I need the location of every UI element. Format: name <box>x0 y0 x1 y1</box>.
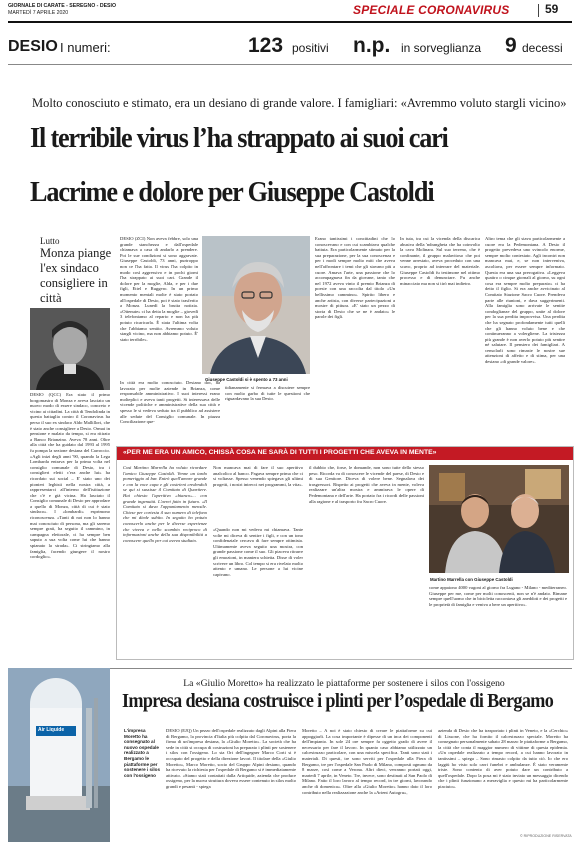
main-col-5: In tuta, tra cui la vicenda della discarica abusiva della 'ndrangheta che ha coinvolto la cava Molinara. Sul suo terreno, che è confinante, il gruppo malavitoso che poi venne arrestato, aveva proceduto con una scavo, proprio ad interrare del materiale. Giuseppe Castoldi fu testimone nel ottimo processo e di denunciare. Fu anche minacciato ma non si tirò mai indietro. <box>400 236 480 286</box>
main-col-4: Erano tantissimi i concittadini che lo conoscevano e con cui scambiava qualche battuta. Era particolarmente stimato per la sua preparazione, per la sua conoscenza e per i modi sempre molto miti che aveva nell'affrontare i temi che gli stavano più a cuore. Amava l'arte, una passione che lo accompagnava fin da giovane, tanto che nel 1972 aveva vinto il premio Brianza di poesie con una raccolta dal titolo «Un bellissimo cammino». Spirito libero e anche artista, con diverse partecipazioni a mostre di pittura. «E' stato un pezzo di storia di Desio che se ne è andato» le parole dei figli. <box>315 236 395 320</box>
page-number: 59 <box>545 2 559 16</box>
oxygen-col-1: DESIO (EJQ) Un pezzo dell'ospedale realizzato dagli Alpini alla Fiera di Bergamo, la provincia d'Italia più colpita dal Coronavirus, porta la firma di un'impresa desiana, la «Giulio Moretto». La società che ha sede in città si occupa di costruzioni ha preparato i plinti per sostenere i silos con l'ossigeno. Lo sta Ori dell'ingegner Marco Corti si è occupato del progetto e della direzione lavori. Il titolare della «Giulio Moretto», Marco Moretto, socio del Gruppo Alpini desiano, quando ha ricevuto la richiesta per l'ospedale di Bergamo si è immediatamente attivato. «Siamo stati contattati dalla Artiquide, azienda che produce ossigeno, per la nuova struttura doveva essere contenuto in silos molto grandi e pesanti - spiega <box>166 728 296 789</box>
page-divider <box>538 4 539 17</box>
section-title: SPECIALE CORONAVIRUS <box>353 3 510 17</box>
paper-name: GIORNALE DI CARATE - SEREGNO - DESIO <box>8 3 116 9</box>
side-article-text: DESIO (QCC) Era stato il primo borgomastro di Monza e aveva lasciato un nuovo modo di essere sindaco, concreto e vicino ai cittadini. La città di Tendolinda in questa battaglia contro il Coronavirus ha perso il suo ex sindaco Aldo Mallillori, che è stato anche consigliere a Desio. Ormai in pensione e malato da tempo, si era ritirato a Banco Brianzino. Aveva 78 anni. Oltre alla città che ha guidato dal 1993 al 1995 fu pompa la sezione desiana del Carroccio. «Agli inizi degli anni '90, quando la Lega Lombarda entrava per la prima volta nel consiglio comunale di Desio, tra i consiglieri eletti c'era anche lui» ha ricordato sui social – E' stato uno dei pionieri leghisti nella nostra città, a rappresentarci all'interno dell'istituzione che c'è e già vicina. Ha lasciato il Consiglio comunale di Desio per approdare a quello di Monza, città di cui è stato sindaco». I «lombardi» esprimono riconoscenza. «Tanti di noi non lo hanno mai conosciuto di persona, ma gli saremo sempre grati, ha seguito il cammino, in campagna elettorale, ci ha sempre ben saputo a sua volta come lui che hanno spianato la strada». Ci stringiamo alla famiglia, facendo giungere il nostro cordoglio». <box>30 392 110 560</box>
main-headline-2: Lacrime e dolore per Giuseppe Castoldi <box>30 177 434 208</box>
friend-col-3: «Quando non mi vedeva mi chiamava. Tante volte mi diceva di sentire i figli, e con un tono confidenziale cercava di fare sempre ottimista. Ultimamente aveva seguito una mostra, con grande passione come il suo. Gli piaceva ritrarre gli emozioni, in maniera schietta. Disse di voler scrivere un libro. Col tempo si era rivelato molto attento e umano. Le persone a lui vicine capivano. <box>213 527 303 577</box>
side-headline: Monza piange l'ex sindaco consigliere in città <box>40 246 112 305</box>
main-col-3: tidianamente si fermava a discutere sempre con molto garbo di tutte le questioni che riguardavano la sua Desio. <box>225 385 310 402</box>
paper-date: MARTEDÌ 7 APRILE 2020 <box>8 10 69 16</box>
deaths-value: 9 <box>505 34 517 57</box>
tank-brand-label: Air Liquide <box>38 727 65 733</box>
oxygen-col-3: azienda di Desio che ha trasportato i plinti in Veneto, e la «Cerchio» di Lissone, che ha fornito il calcestruzzo speciale. Moretto ha consegnato personalmente sabato 28 marzo le piattaforme a Bergamo, la città che conta il maggior numero di vittime di questa epidemia. «Un ospedale realizzato a tempo record, a cui hanno lavorato in tantissimi – spiega – Sono rimasto colpito da tutto ciò. Io che ero laggiù ho visto solo carri funebri e ambulanze. È stato veramente triste. Sono contento di aver potuto dare un contributo a quell'ospedale. Dopo la posa mi è stato inviato un messaggio dicendo che i plinti funzionano a meraviglia e questo mi ha particolarmente piaciuto». <box>438 728 568 789</box>
marrella-castoldi-photo <box>429 465 569 573</box>
oxygen-tank-photo <box>8 668 110 842</box>
friend-banner <box>117 447 573 460</box>
side-portrait-photo <box>30 308 110 390</box>
main-col-6: Altro tema che gli stava particolarmente a cuore era la Pedemontana. A Desio il progetto prevedeva uno svincolo enorme, sempre molto contestato. Agli incontri non mancava mai, e, se non interveniva, ascoltava, per essere sempre informato. Questa era una sua prerogativa. «Leggeva quattro o cinque giornali al giorno, su ogni cosa era sempre molto preparato» ci ha detto il figlio. Si era anche avvicinato al Comitato Stazione Sacro Cuore. Prendeva parte alle riunioni, e dava suggerimenti. Alla famiglia sono arrivate le sentite condoglianze del gruppo, unite al dolore per la sua perdita improvvisa. Una perdita che ha segnato profondamente tutti quelli che gli hanno voluto bene e che continueranno a volergliene. La tristezza più grande è non averlo potuto più sentire né salutare. Il pensiero dei famigliari. A censolarli sono rimaste le nostre sue attenzioni di affetto e di stima, per una desiano «di grande valore». <box>485 236 565 365</box>
friend-col-4: il dubbio che, forse, le domande, non sono tutte dello stesso peso. Ricorda va di conoscere le vicende del paese, di Desio e di sua Genitore. Diceva di volere bene. Segnalava dei trasgressori. Rispetto ai progetti che aveva in mente, voleva realizzare un'altra mostra e ammirava le opere di Pedemontana e dell'arte. Ha portato fra i ricordi delle passioni alla ragione e al trasporto fra Sacro Cuore. <box>309 465 424 504</box>
friend-col-2: Non mancava mai di fare il suo aperitivo analcolico al banco. Pagava sempre prima che ci si voltasse. Spesso venendo spiegava gli ultimi progetti, i nostri intrecci nei programmi, la vita». <box>213 465 303 487</box>
masthead <box>8 2 572 20</box>
numbers-label: I numeri: <box>60 40 111 55</box>
marrella-photo-caption: Martino Marrella con Giuseppe Castoldi <box>430 577 513 582</box>
masthead-rule <box>8 21 572 23</box>
main-headline-1: Il terribile virus l’ha strappato ai suoi cari <box>30 123 448 154</box>
friend-banner-text: «PER ME ERA UN AMICO, CHISSÀ COSA NE SARÀ DI TUTTI I PROGETTI CHE AVEVA IN MENTE» <box>123 449 437 456</box>
np-label: in sorveglianza <box>401 41 482 55</box>
positives-value: 123 <box>248 34 284 57</box>
main-col-1: DESIO (ZCI) Non aveva febbre, solo una grande stanchezza e dall'ospedale chiamava a casa di andarlo a prendere. Poi le sue condizioni si sono aggravate. Giuseppe Castoldi, 73 anni, purtroppo non ce l'ha fatta. Il virus l'ha colpito in modo così aggressivo e in pochi giorni l'ha strappato ai suoi cari. Grande il dolore per la moglie, Alda, e per i due figli, Ettel e Ruggero. In un primo momento mentali molte è stato portato all'ospedale di Desio, poi è stato trasferito a Monza. Lunedì la brutta notizia. «Ottenute» ci ha detta la moglie – giovedì 3 telefoniamo al reparto e non ha più potuto ricaricarla. È stata l'ultima volta che l'abbiamo sentito. Avremmo voluto stargli vicino, ma non abbiamo potuto. È' stato terribile». <box>120 236 198 342</box>
castoldi-portrait-photo <box>202 236 310 374</box>
deaths-label: decessi <box>522 41 563 55</box>
oxygen-photo-caption: L'impresa Moretto ha consegnato al nuovo ospedale realizzato a Bergamo le piattaforme per sostenere i silos con l'ossigeno <box>124 728 161 778</box>
oxygen-headline: Impresa desiana costruisce i plinti per l’ospedale di Bergamo <box>122 691 554 712</box>
main-kicker: Molto conosciuto e stimato, era un desiano di grande valore. I famigliari: «Avremmo voluto stargli vicino» <box>32 96 567 110</box>
friend-col-5: come appaiono 4000 vagoni al giorno fra Lugano - Milano - mediterraneo. Giuseppe per me, come per molti conoscenti, non se n'è andato. Rimane sempre quell'uomo che in bicicletta raccontava gli aneddoti e dei progetti e le proprietà di famiglia e veniva a bere un aperitivo». <box>429 585 567 607</box>
city-label: DESIO <box>8 38 58 55</box>
main-col-2: In città era molto conosciuto. Desiano doc, ha lavorato per molte aziende in Brianza, come responsabile amministrativo. I suoi interessi erano molteplici e aveva tanti progetti. Si interessava delle vicende politiche e amministrative della sua città e spesso le si vedeva seduto tra il pubblico ad assistere alle sedute del Consiglio comunale. In piazza Conciliazione que- <box>120 380 220 425</box>
numbers-bar <box>8 36 572 60</box>
side-kicker: Lutto <box>40 236 60 246</box>
np-value: n.p. <box>353 34 391 57</box>
oxygen-col-2: Moretto – A noi è stato chiesto di creare le piattaforme su cui appoggiarli. La cosa importante è dipesse di un inca dei componenti dell'impianto. In sole 24 ore sempre fa oggetto grado di avere il necessario per fare il lavoro. In quanto caso abbiamo utilizzato un calcestruzzo particolare, con una miscela specifica. Tanti sono stati i materiali. Di questi, tre sono serviti per l'ospedale alla Fiera di Bergamo, tre per l'ospedale San Paolo di Milano, composti ognuno da 8 marze, così come a Verona. Altri dieci, verranno portati oggi, martedì 7 aprile, in Veneto. Tre, invece, sono destinati al San Paolo di Milano. Fatto il loro lavoro al tempo record, in tre giorni, lavorando anche di domenica». Oltre alla «Giulio Moretto» hanno dato il loro contributo nella realizzazione anche la «Arient Autogru», <box>302 728 432 795</box>
numbers-rule <box>8 64 572 65</box>
positives-label: positivi <box>292 41 329 55</box>
friend-box <box>116 446 574 660</box>
friend-col-1: Così Martino Marrella ha voluto ricordare l'amico Giuseppe Castoldi. Venne un tardo pomeriggio al bar. Entrò quell'amore grande e con la voce cupa e gli costrieni credendoli se qui si sussisse il Comitato di Quartiere. Hai chiesto l'aperitivo «bianco»... con grande ingenuità. L'avrei fatto in futuro. «Il Comitato si dava l'appuntamento mensile. Chiese per cortesia il suo numero di telefono che mi diede subito. In seguito ho potuto conoscerlo anche per le diverse esperienze che viveva e nello scambio reciproco di informazioni anche della sua disponibilità a conoscere quello per cui aveva studiato. <box>123 465 207 543</box>
castoldi-photo-caption: Giuseppe Castoldi si è spento a 73 anni <box>205 377 288 382</box>
copyright-note: © RIPRODUZIONE RISERVATA <box>520 834 572 838</box>
oxygen-kicker: La «Giulio Moretto» ha realizzato le piattaforme per sostenere i silos con l'ossigeno <box>183 678 505 689</box>
